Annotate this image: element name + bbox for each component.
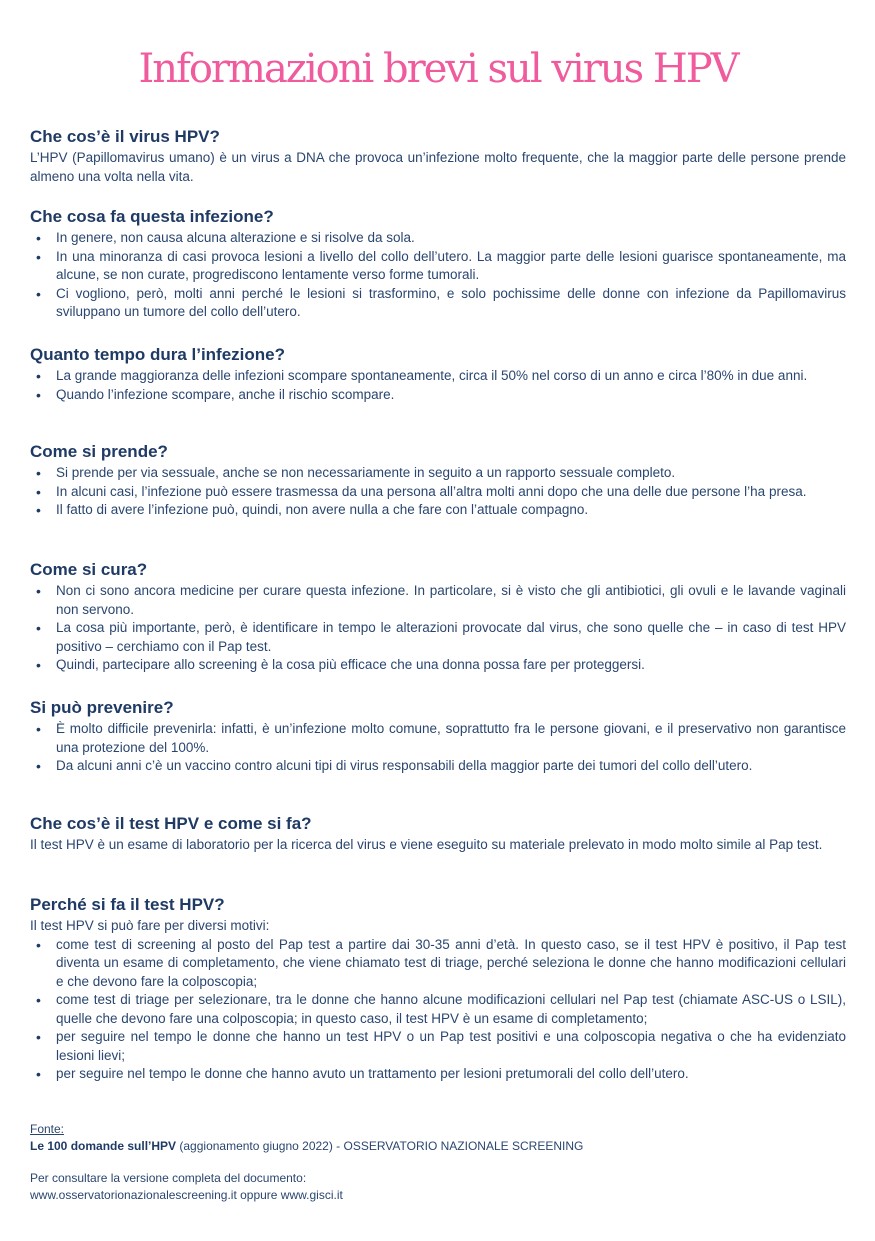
section-prevention <box>30 697 846 776</box>
bullet-list <box>30 720 846 776</box>
section-heading: Che cosa fa questa infezione? <box>30 207 274 226</box>
section-why-test <box>30 894 846 1084</box>
list-item: • Non ci sono ancora medicine per curare questa infezione. In particolare, si è visto che gli antibiotici, gli ovuli e le lavande vaginali non servono. <box>30 582 846 619</box>
section-what-infection-does <box>30 206 846 322</box>
section-heading: Come si cura? <box>30 560 148 579</box>
list-item: • Il fatto di avere l’infezione può, quindi, non avere nulla a che fare con l’attuale compagno. <box>30 501 846 520</box>
bullet-list <box>30 229 846 322</box>
list-item: • È molto difficile prevenirla: infatti, è un’infezione molto comune, soprattutto fra le persone giovani, e il preservativo non garantisce una protezione del 100%. <box>30 720 846 757</box>
section-what-is-hpv <box>30 126 846 186</box>
bullet-list <box>30 582 846 675</box>
source-details: (aggionamento giugno 2022) - OSSERVATORIO NAZIONALE SCREENING <box>176 1138 584 1153</box>
section-hpv-test <box>30 813 846 855</box>
section-text: L’HPV (Papillomavirus umano) è un virus a DNA che provoca un’infezione molto frequente, che la maggior parte delle persone prende almeno una volta nella vita. <box>30 150 846 184</box>
source-title: Le 100 domande sull’HPV <box>30 1138 177 1153</box>
section-heading: Quanto tempo dura l’infezione? <box>30 345 285 364</box>
list-item: • come test di screening al posto del Pap test a partire dai 30-35 anni d’età. In questo caso, se il test HPV è positivo, il Pap test diventa un esame di completamento, che viene chiamato test di triage, perché seleziona le donne che hanno modificazioni cellulari e che devono fare la colposcopia; <box>30 936 846 992</box>
section-heading: Perché si fa il test HPV? <box>30 895 225 914</box>
source-label: Fonte: <box>30 1122 65 1136</box>
bullet-list <box>30 936 846 1084</box>
reference-links[interactable]: www.osservatorionazionalescreening.it oppure www.gisci.it <box>30 1187 343 1202</box>
section-text: Il test HPV è un esame di laboratorio per la ricerca del virus e viene eseguito su materiale prelevato in modo molto simile al Pap test. <box>30 837 823 852</box>
list-item: • La grande maggioranza delle infezioni scompare spontaneamente, circa il 50% nel corso di un anno e circa l’80% in due anni. <box>30 367 846 386</box>
list-item: • Quindi, partecipare allo screening è la cosa più efficace che una donna possa fare per proteggersi. <box>30 656 846 675</box>
list-item: • In genere, non causa alcuna alterazione e si risolve da sola. <box>30 229 846 248</box>
section-transmission <box>30 441 846 520</box>
list-item: • Quando l’infezione scompare, anche il rischio scompare. <box>30 386 846 405</box>
page-title: Informazioni brevi sul virus HPV <box>138 46 738 92</box>
bullet-list <box>30 367 846 404</box>
section-heading: Che cos’è il test HPV e come si fa? <box>30 814 312 833</box>
section-duration <box>30 344 846 404</box>
list-item: • Ci vogliono, però, molti anni perché le lesioni si trasformino, e solo pochissime delle donne con infezione da Papillomavirus sviluppano un tumore del collo dell’utero. <box>30 285 846 322</box>
list-item: • per seguire nel tempo le donne che hanno un test HPV o un Pap test positivi e una colposcopia negativa o che ha evidenziato lesioni lievi; <box>30 1028 846 1065</box>
list-item: • per seguire nel tempo le donne che hanno avuto un trattamento per lesioni pretumorali del collo dell’utero. <box>30 1065 846 1084</box>
list-item: • In alcuni casi, l’infezione può essere trasmessa da una persona all’altra molti anni dopo che una delle due persone l’ha presa. <box>30 483 846 502</box>
list-item: • Si prende per via sessuale, anche se non necessariamente in seguito a un rapporto sessuale completo. <box>30 464 846 483</box>
footer <box>30 1121 846 1203</box>
list-item: • come test di triage per selezionare, tra le donne che hanno alcune modificazioni cellulari nel Pap test (chiamate ASC-US o LSIL), quelle che devono fare una colposcopia; in questo caso, il test HPV è un esame di completamento; <box>30 991 846 1028</box>
section-heading: Come si prende? <box>30 442 168 461</box>
section-text: Il test HPV si può fare per diversi motivi: <box>30 918 270 933</box>
section-treatment <box>30 559 846 675</box>
consult-text: Per consultare la versione completa del documento: <box>30 1171 307 1185</box>
bullet-list <box>30 464 846 520</box>
source-line <box>30 1138 846 1155</box>
list-item: • In una minoranza di casi provoca lesioni a livello del collo dell’utero. La maggior parte delle lesioni guarisce spontaneamente, ma alcune, se non curate, progrediscono lentamente verso forme tumorali. <box>30 248 846 285</box>
list-item: • Da alcuni anni c’è un vaccino contro alcuni tipi di virus responsabili della maggior parte dei tumori del collo dell’utero. <box>30 757 846 776</box>
section-heading: Che cos’è il virus HPV? <box>30 127 220 146</box>
section-heading: Si può prevenire? <box>30 698 174 717</box>
list-item: • La cosa più importante, però, è identificare in tempo le alterazioni provocate dal virus, che sono quelle che – in caso di test HPV positivo – cerchiamo con il Pap test. <box>30 619 846 656</box>
